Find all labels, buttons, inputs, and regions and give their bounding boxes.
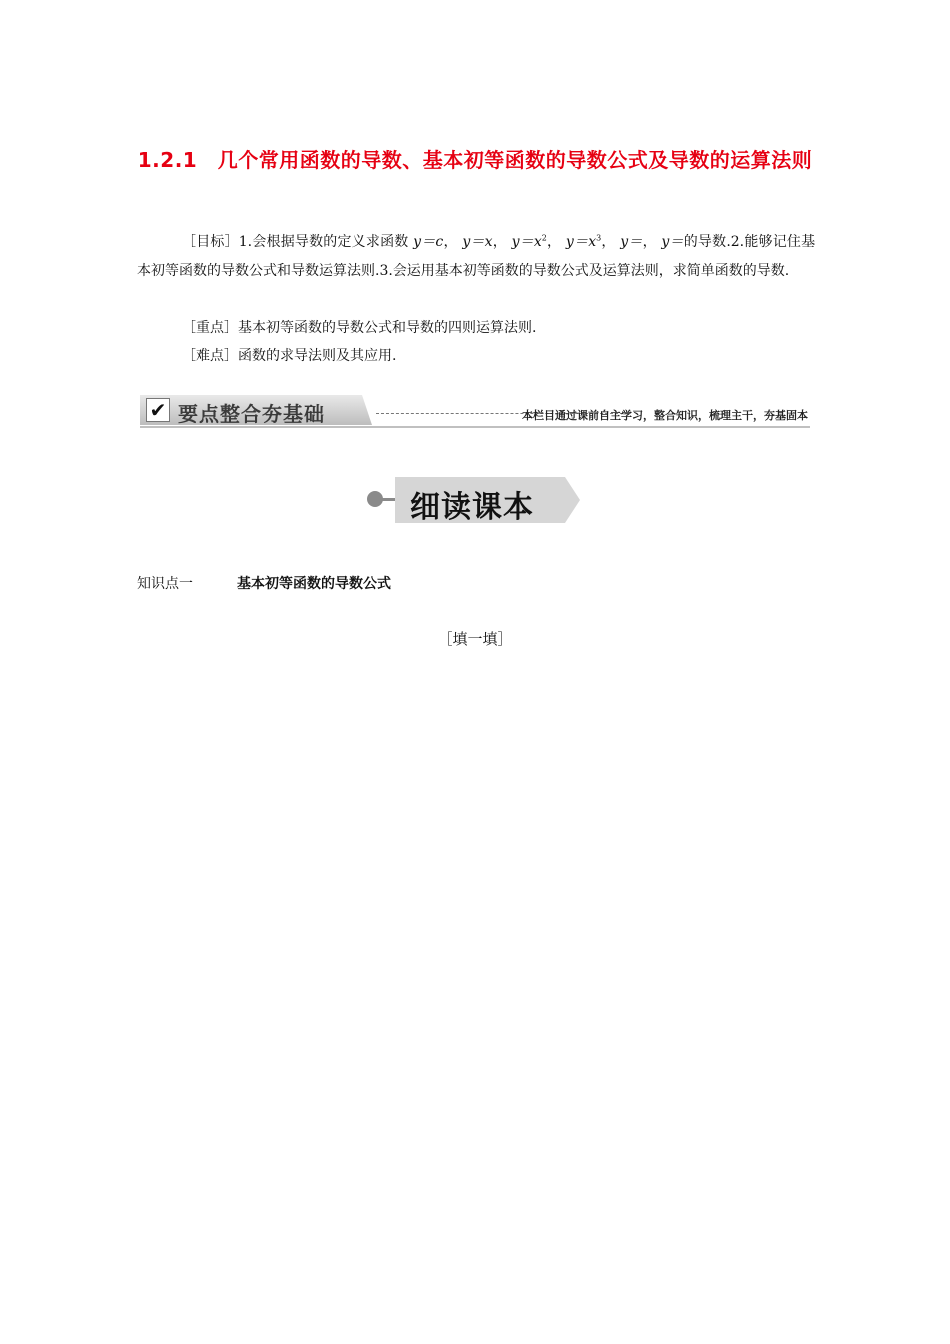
knowledge-name: 基本初等函数的导数公式 bbox=[237, 576, 391, 592]
goal-paragraph bbox=[137, 228, 815, 286]
formula-y-x: y＝x bbox=[462, 234, 493, 250]
section-banner bbox=[140, 394, 810, 428]
goal-lead: ［目标］1.会根据导数的定义求函数 bbox=[182, 234, 409, 250]
goal-tail: 的导数.2.能够记住基本初等函数的导数公式和导数运算法则.3.会运用基本初等函数的导数公式及运算法则，求简单函数的导数. bbox=[137, 234, 816, 279]
separator: ， bbox=[443, 234, 458, 250]
separator: ， bbox=[546, 234, 562, 250]
bullet-dot-icon bbox=[367, 491, 383, 507]
page-title: 1.2.1 几个常用函数的导数、基本初等函数的导数公式及导数的运算法则 bbox=[137, 148, 813, 172]
formula-y-x3: y＝x bbox=[565, 234, 597, 250]
difficulty: ［难点］函数的求导法则及其应用. bbox=[182, 348, 397, 364]
separator: ， bbox=[642, 234, 657, 250]
exponent-2: 2 bbox=[541, 233, 547, 243]
banner-title: 要点整合夯基础 bbox=[178, 402, 325, 426]
formula-y-reciprocal: y＝ bbox=[620, 234, 643, 250]
formula-y-x2: y＝x bbox=[511, 234, 542, 250]
knowledge-point-heading bbox=[137, 573, 391, 593]
formula-y-sqrt: y＝ bbox=[661, 234, 684, 250]
formula-y-c: y＝c bbox=[413, 234, 444, 250]
knowledge-index: 知识点一 bbox=[137, 576, 193, 592]
check-icon: ✔ bbox=[146, 398, 170, 422]
section-badge bbox=[367, 475, 582, 525]
exponent-3: 3 bbox=[596, 233, 602, 243]
separator: ， bbox=[601, 234, 616, 250]
fill-in-label: ［填一填］ bbox=[437, 630, 513, 648]
banner-underline bbox=[140, 426, 810, 428]
separator: ， bbox=[492, 234, 507, 250]
key-point: ［重点］基本初等函数的导数公式和导数的四则运算法则. bbox=[182, 320, 537, 336]
banner-note: 本栏目通过课前自主学习，整合知识，梳理主干，夯基固本 bbox=[522, 409, 808, 422]
section-label: 细读课本 bbox=[410, 490, 534, 525]
